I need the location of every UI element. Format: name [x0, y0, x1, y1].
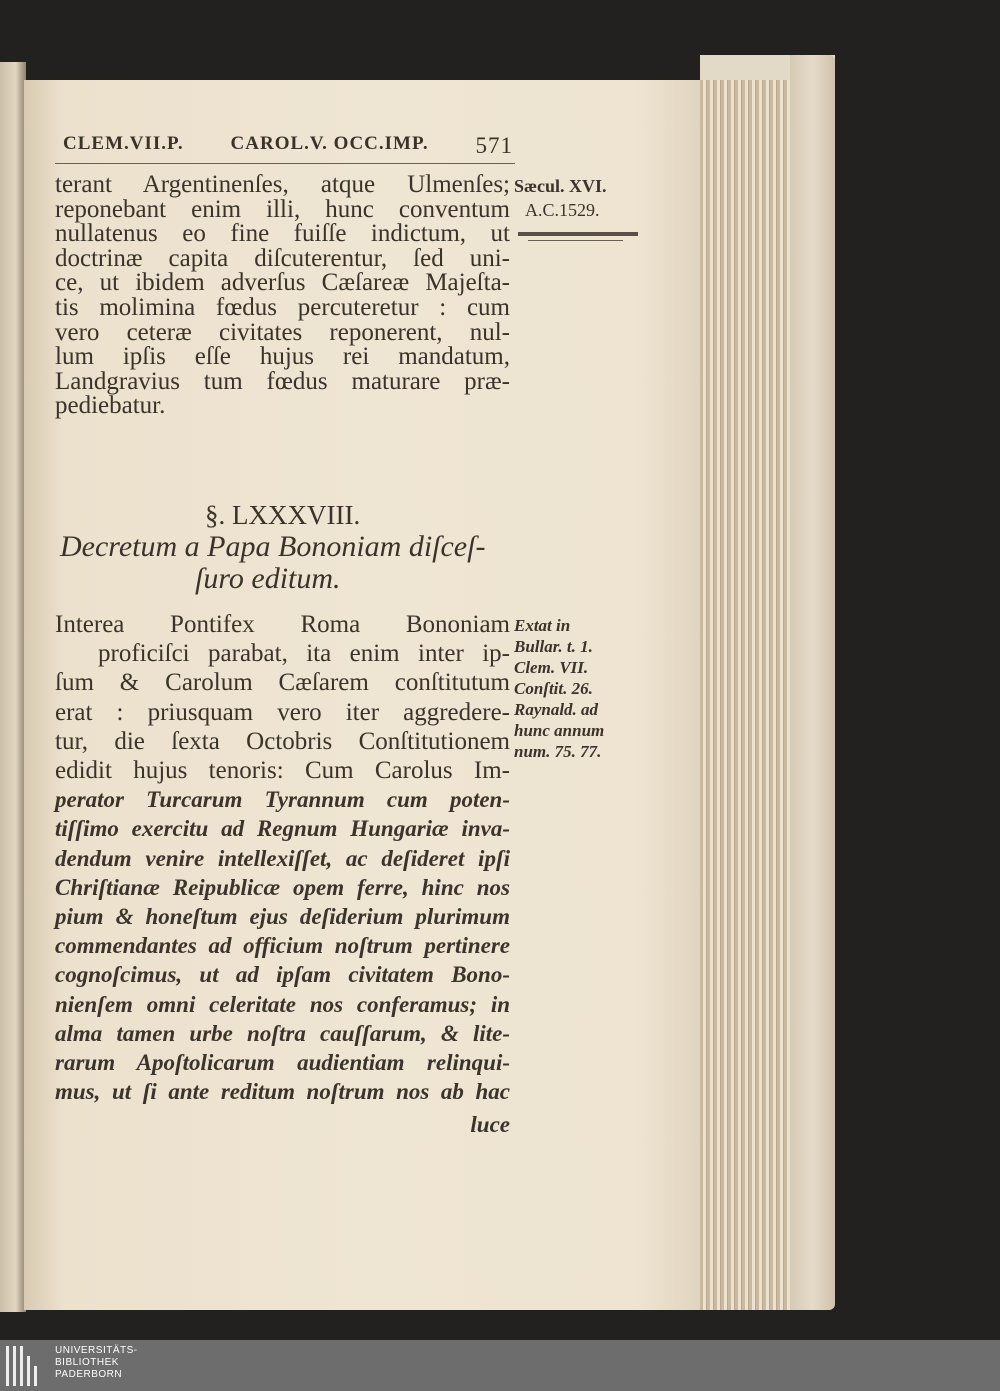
- text-line: tis molimina fœdus percuteretur : cum: [55, 294, 510, 321]
- text-line: Chriſtianæ Reipublicæ opem ferre, hinc nos: [55, 874, 510, 900]
- header-rule: [55, 163, 515, 164]
- text-line: terant Argentinenſes, atque Ulmenſes;: [55, 171, 510, 198]
- text-line: alma tamen urbe noſtra cauſſarum, & lite-: [55, 1020, 510, 1046]
- text-line: perator Turcarum Tyrannum cum poten-: [55, 787, 510, 813]
- margin-note-line: num. 75. 77.: [514, 742, 602, 761]
- margin-note-line: Extat in: [514, 616, 571, 635]
- text-line: edidit hujus tenoris: Cum Carolus Im-: [55, 757, 510, 784]
- margin-rule-thin: [528, 240, 623, 241]
- text-line: reponebant enim illi, hunc conventum: [55, 195, 510, 223]
- text-line: erat : priusquam vero iter aggredere-: [55, 698, 510, 726]
- margin-note-line: Clem. VII.: [514, 658, 589, 677]
- text-line: ſum & Carolum Cæſarem conſtitutum: [55, 669, 510, 697]
- section-number: §. LXXXVIII.: [205, 500, 361, 530]
- text-line: ce, ut ibidem adverſus Cæſareæ Majeſta-: [55, 269, 510, 297]
- margin-note-line: Conſtit. 26.: [514, 679, 593, 698]
- margin-note-year: A.C.1529.: [525, 200, 600, 220]
- text-line: nullatenus eo fine fuiſſe indictum, ut: [55, 220, 510, 248]
- text-line: doctrinæ capita diſcuterentur, ſed uni-: [55, 244, 510, 272]
- text-line: rarum Apoſtolicarum audientiam relinqui-: [55, 1050, 510, 1075]
- library-logo-text: [55, 1345, 138, 1381]
- margin-note-line: hunc annum: [514, 721, 605, 740]
- text-line: mus, ut ſi ante reditum noſtrum nos ab hac: [55, 1079, 510, 1105]
- text-line: cognoſcimus, ut ad ipſam civitatem Bono-: [55, 962, 510, 988]
- text-line: proficiſci parabat, ita enim inter ip-: [98, 640, 510, 668]
- margin-note-line: Bullar. t. 1.: [514, 637, 593, 656]
- section-title-line2: ſuro editum.: [195, 562, 341, 595]
- text-line: tur, die ſexta Octobris Conſtitutionem: [55, 727, 510, 755]
- text-line: commendantes ad officium noſtrum pertinere: [55, 933, 510, 959]
- text-line: dendum venire intellexiſſet, ac deſideret ipſi: [55, 845, 510, 871]
- text-line: nienſem omni celeritate nos conferamus; in: [55, 991, 510, 1017]
- page-number: 571: [475, 133, 513, 158]
- text-line: Interea Pontifex Roma Bononiam: [55, 611, 510, 638]
- logo-line-1: UNIVERSITÄTS-: [55, 1345, 138, 1356]
- header-left: CLEM.VII.P.: [63, 133, 184, 154]
- footer-bar: [0, 1340, 1000, 1391]
- page-fore-edge: [700, 80, 792, 1310]
- header-center: CAROL.V. OCC.IMP.: [230, 133, 429, 154]
- text-line: pediebatur.: [55, 392, 166, 420]
- margin-rule: [518, 232, 638, 236]
- logo-line-2: BIBLIOTHEK: [55, 1357, 119, 1368]
- catchword: luce: [470, 1112, 510, 1137]
- text-line: vero ceteræ civitates reponerent, nul-: [55, 318, 510, 346]
- book-cover-board: [790, 55, 835, 1310]
- text-line: tiſſimo exercitu ad Regnum Hungariæ inva-: [55, 816, 510, 842]
- text-line: lum ipſis eſſe hujus rei mandatum,: [55, 343, 510, 371]
- logo-line-3: PADERBORN: [55, 1369, 123, 1380]
- margin-note-line: Raynald. ad: [514, 700, 599, 719]
- library-logo-icon: [6, 1346, 46, 1386]
- text-line: Landgravius tum fœdus maturare præ-: [55, 367, 510, 395]
- margin-note-century: Sæcul. XVI.: [514, 176, 607, 196]
- left-page-edge: [0, 62, 26, 1312]
- section-title-line1: Decretum a Papa Bononiam diſceſ-: [60, 530, 486, 563]
- running-header: [63, 133, 513, 159]
- text-line: pium & honeſtum ejus deſiderium plurimum: [55, 904, 510, 929]
